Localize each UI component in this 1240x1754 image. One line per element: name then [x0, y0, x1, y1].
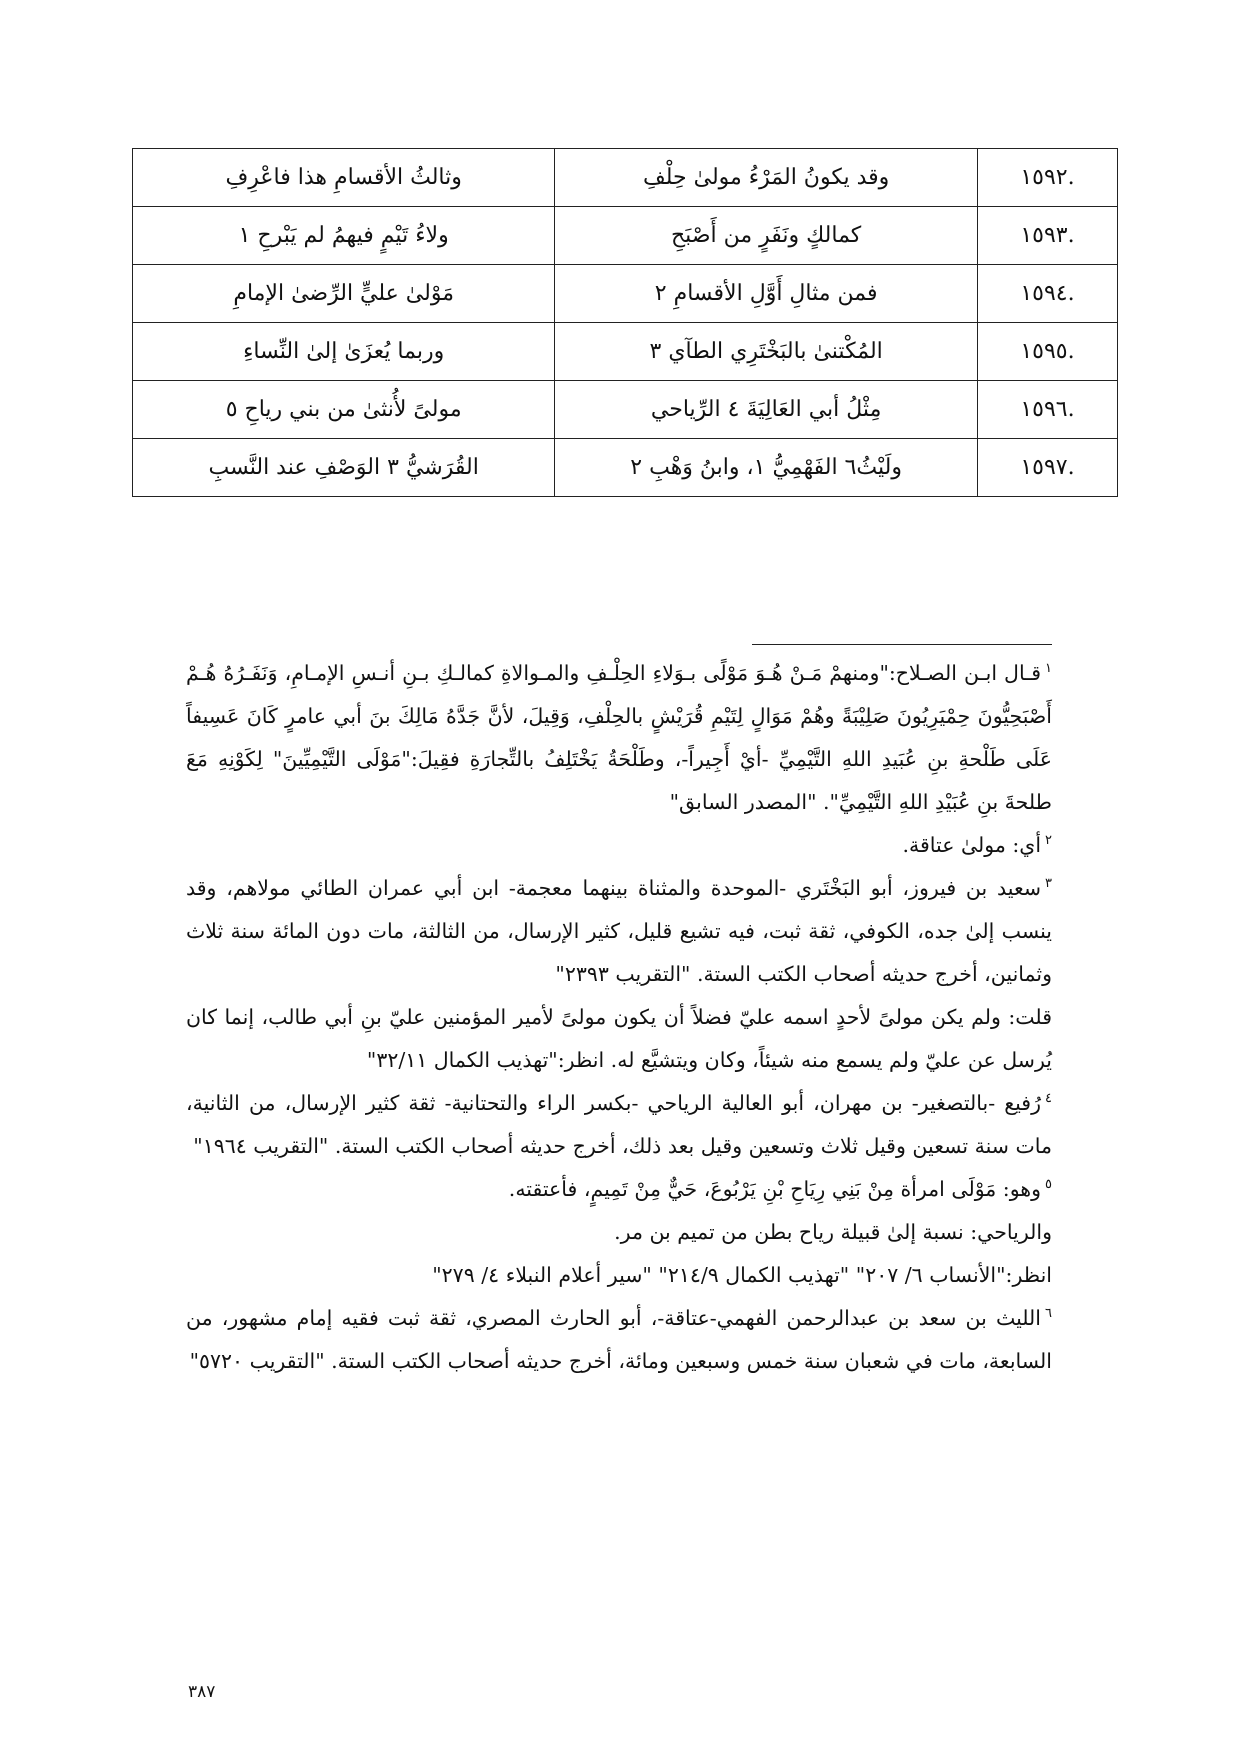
verse-first-hemistich: ولَيْثُ٦ الفَهْمِيُّ ١، وابنُ وَهْبِ ٢ — [555, 439, 978, 497]
verse-row — [133, 207, 1118, 265]
verse-second-hemistich: مَوْلىٰ عليٍّ الرِّضىٰ الإمامِ — [133, 265, 555, 323]
verse-row — [133, 381, 1118, 439]
footnote — [186, 1082, 1052, 1168]
footnote-mark: ٢ — [1045, 833, 1052, 849]
verse-second-hemistich: مولىً لأُنثىٰ من بني رياحِ ٥ — [133, 381, 555, 439]
footnote-mark: ٤ — [1045, 1091, 1052, 1107]
footnote — [186, 824, 1052, 867]
footnotes — [186, 652, 1052, 1383]
verse-second-hemistich: وربما يُعزَىٰ إلىٰ النِّساءِ — [133, 323, 555, 381]
verse-number: .١٥٩٣ — [977, 207, 1117, 265]
footnote-continuation — [186, 996, 1052, 1082]
footnote-text: انظر:"الأنساب ٦/ ٢٠٧" "تهذيب الكمال ٢١٤/٩" "سير أعلام النبلاء ٤/ ٢٧٩" — [432, 1263, 1052, 1287]
footnote-text: قـال ابـن الصـلاح:"ومنهمْ مَـنْ هُـوَ مَوْلًى بـوَلاءِ الحِلْـفِ والمـوالاةِ كمالـكِ بـنِ أنـسِ الإمـامِ، وَنَفَـرُهُ هُـمْ أَصْبَحِيُّونَ حِمْيَرِيُونَ صَلِيْبَةً وهُمْ مَوَالٍ لِتَيْمِ قُرَيْشٍ بالحِلْفِ، وَقِيلَ، لأنَّ جَدَّهُ مَالِكَ بنَ أبي عامرٍ كَانَ عَسِيفاً عَلَى طَلْحةِ بنِ عُبَيدِ اللهِ التَّيْمِيِّ -أيْ أَجِيراً-، وطَلْحَةُ يَخْتَلِفُ بالتِّجارَةِ فقِيلَ:"مَوْلَى التَّيْمِيِّينَ" لِكَوْنِهِ مَعَ طلحةَ بنِ عُبَيْدِ اللهِ التَّيْمِيِّ". "المصدر السابق" — [186, 661, 1052, 814]
footnote-text: قلت: ولم يكن مولىً لأحدٍ اسمه عليّ فضلاً أن يكون مولىً لأمير المؤمنين عليّ بنِ أبي طالب، إنما كان يُرسل عن عليّ ولم يسمع منه شيئاً، وكان ويتشيَّع له. انظر:"تهذيب الكمال ٣٢/١١" — [186, 1005, 1052, 1072]
footnote-text: الليث بن سعد بن عبدالرحمن الفهمي-عتاقة-، أبو الحارث المصري، ثقة ثبت فقيه إمام مشهور، من السابعة، مات في شعبان سنة خمس وسبعين ومائة، أخرج حديثه أصحاب الكتب الستة. "التقريب ٥٧٢٠" — [186, 1306, 1052, 1373]
footnote-mark: ٣ — [1045, 876, 1052, 892]
footnote — [186, 1297, 1052, 1383]
footnote — [186, 867, 1052, 996]
verse-table — [132, 148, 1118, 497]
verse-second-hemistich: وثالثُ الأقسامِ هذا فاعْرِفِ — [133, 149, 555, 207]
verse-number: .١٥٩٢ — [977, 149, 1117, 207]
footnote-text: أي: مولىٰ عتاقة. — [902, 833, 1042, 857]
footnote — [186, 1168, 1052, 1211]
footnote-continuation — [186, 1254, 1052, 1297]
page-number: ٣٨٧ — [188, 1682, 216, 1702]
verse-first-hemistich: مِثْلُ أبي العَالِيَةَ ٤ الرِّياحي — [555, 381, 978, 439]
verse-row — [133, 323, 1118, 381]
footnote-text: والرياحي: نسبة إلىٰ قبيلة رياح بطن من تميم بن مر. — [614, 1220, 1052, 1244]
verse-row — [133, 265, 1118, 323]
verse-row — [133, 149, 1118, 207]
footnote-separator — [752, 644, 1052, 645]
verse-number: .١٥٩٦ — [977, 381, 1117, 439]
footnote-mark: ٥ — [1045, 1177, 1052, 1193]
verse-number: .١٥٩٤ — [977, 265, 1117, 323]
verse-second-hemistich: القُرَشيُّ ٣ الوَصْفِ عند النَّسبِ — [133, 439, 555, 497]
footnote-text: وهو: مَوْلَى امرأة مِنْ بَنِي رِيَاحِ بْنِ يَرْبُوعَ، حَيٌّ مِنْ تَمِيمٍ، فأعتقته. — [508, 1177, 1042, 1201]
verse-first-hemistich: فمن مثالِ أَوَّلِ الأقسامِ ٢ — [555, 265, 978, 323]
verse-first-hemistich: كمالكٍ ونَفَرٍ من أَصْبَحِ — [555, 207, 978, 265]
footnote-mark: ١ — [1045, 661, 1052, 677]
verse-first-hemistich: وقد يكونُ المَرْءُ مولىٰ حِلْفِ — [555, 149, 978, 207]
verse-first-hemistich: المُكْتنىٰ بالبَخْتَرِي الطآي ٣ — [555, 323, 978, 381]
verse-number: .١٥٩٥ — [977, 323, 1117, 381]
footnote-text: رُفيع -بالتصغير- بن مهران، أبو العالية الرياحي -بكسر الراء والتحتانية- ثقة كثير الإرسال، من الثانية، مات سنة تسعين وقيل ثلاث وتسعين وقيل بعد ذلك، أخرج حديثه أصحاب الكتب الستة. "التقريب ١٩٦٤" — [186, 1091, 1052, 1158]
footnote-text: سعيد بن فيروز، أبو البَخْتَري -الموحدة والمثناة بينهما معجمة- ابن أبي عمران الطائي مولاهم، وقد ينسب إلىٰ جده، الكوفي، ثقة ثبت، فيه تشيع قليل، كثير الإرسال، من الثالثة، مات دون المائة سنة ثلاث وثمانين، أخرج حديثه أصحاب الكتب الستة. "التقريب ٢٣٩٣" — [186, 876, 1052, 986]
verse-number: .١٥٩٧ — [977, 439, 1117, 497]
footnote — [186, 652, 1052, 824]
footnote-continuation — [186, 1211, 1052, 1254]
footnote-mark: ٦ — [1045, 1306, 1052, 1322]
verse-second-hemistich: ولاءُ تَيْمٍ فيهمُ لم يَبْرحِ ١ — [133, 207, 555, 265]
verse-row — [133, 439, 1118, 497]
